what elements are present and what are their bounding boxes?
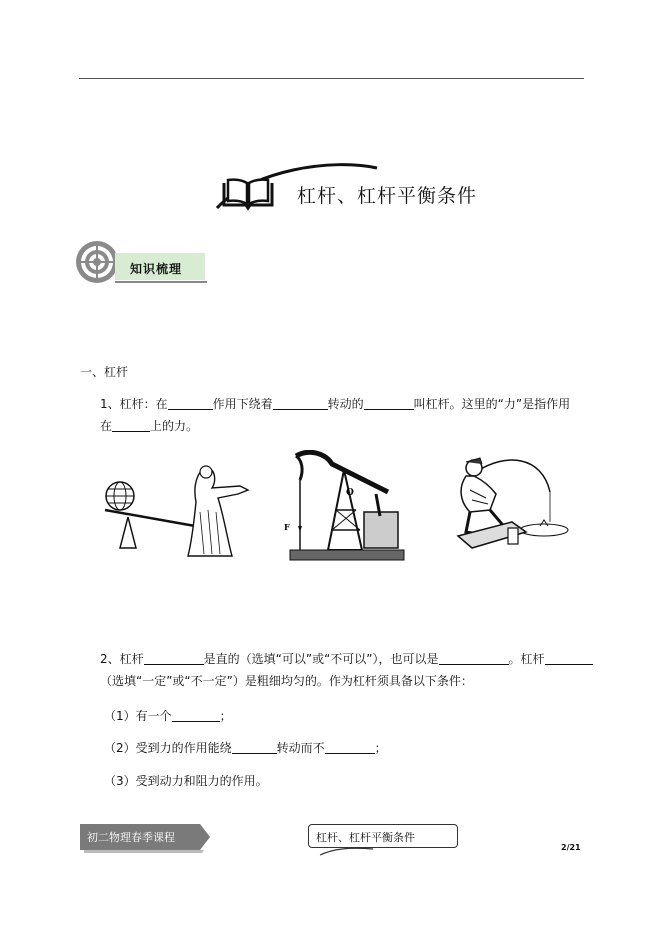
condition-3: （3）受到动力和阻力的作用。 [104,774,268,788]
condition-2 [104,736,387,760]
blank-field[interactable] [545,651,593,665]
section-badge-label: 知识梳理 [130,262,183,276]
q2-text: 是直的（选填“可以”或“不可以”），也可以是 [203,652,439,666]
oil-pump-illustration [280,450,410,562]
pivot-label: O [346,488,354,498]
q2-text: 2、杠杆 [100,652,144,666]
section-heading: 一、杠杆 [80,365,129,379]
q1-text: 叫杠杆。这里的“力”是指作用 [413,397,571,411]
footer-topic: 杠杆、杠杆平衡条件 [316,831,415,844]
blank-field[interactable] [232,740,277,754]
condition-1 [104,704,232,728]
header-rule [79,78,584,79]
q1-text: 在 [100,419,113,433]
blank-field[interactable] [144,651,204,665]
condition-text: 转动而不 [276,741,325,755]
q1-text: 1、杠杆：在 [100,397,168,411]
condition-text: （1）有一个 [104,709,172,723]
book-icon [220,177,276,211]
q1-line2 [100,414,198,438]
badge-underline [115,281,207,283]
q2-text: 。杠杆 [508,652,545,666]
condition-text: ； [374,741,387,755]
condition-text: ； [219,709,232,723]
blank-field[interactable] [172,708,220,722]
q1-text: 上的力。 [150,419,199,433]
force-label: F [284,522,290,532]
page-title: 杠杆、杠杆平衡条件 [297,185,478,207]
blank-field[interactable] [364,396,414,410]
fisherman-illustration [446,452,576,560]
q2-line1 [100,647,593,671]
title-block [212,160,582,220]
q1-line1 [100,392,570,416]
blank-field[interactable] [168,396,213,410]
blank-field[interactable] [112,418,150,432]
page-number: 2/21 [561,843,581,852]
q2-line2: （选填“一定”或“不一定”）是粗细均匀的。作为杠杆须具备以下条件： [100,674,473,688]
blank-field[interactable] [439,651,509,665]
lever-globe-illustration [100,462,260,562]
footer-box-tail [318,845,378,857]
blank-field[interactable] [325,740,375,754]
condition-text: （2）受到力的作用能绕 [104,741,232,755]
blank-field[interactable] [273,396,328,410]
q1-text: 转动的 [327,397,364,411]
footer-course: 初二物理春季课程 [87,831,175,844]
q1-text: 作用下绕着 [212,397,273,411]
